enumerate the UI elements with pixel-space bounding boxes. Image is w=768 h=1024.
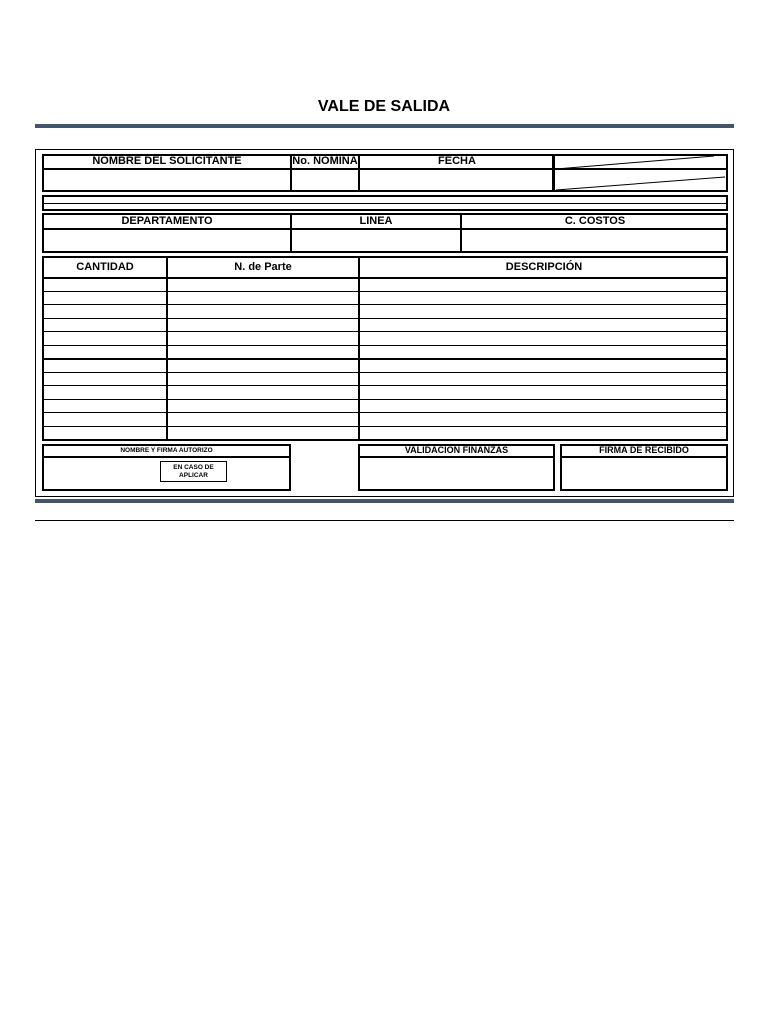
recibido-label: FIRMA DE RECIBIDO [599, 445, 689, 455]
table-row [42, 291, 728, 292]
table-row [42, 358, 728, 360]
linea-input[interactable] [292, 230, 460, 251]
finanzas-label: VALIDACION FINANZAS [404, 445, 509, 455]
col-header-descripcion: DESCRIPCIÓN [505, 261, 583, 273]
items-col-divider-1 [166, 256, 168, 441]
costos-input[interactable] [462, 230, 728, 251]
departamento-label: DEPARTAMENTO [121, 215, 213, 227]
title-divider [35, 124, 734, 128]
footer-line [35, 520, 734, 521]
table-row [42, 399, 728, 400]
blank-row-divider [42, 203, 728, 204]
table-row [42, 331, 728, 332]
departamento-input[interactable] [44, 230, 290, 251]
table-row [42, 372, 728, 373]
page-title: VALE DE SALIDA [317, 98, 451, 115]
costos-label: C. COSTOS [564, 215, 626, 227]
autorizo-label: NOMBRE Y FIRMA AUTORIZO [120, 447, 213, 454]
table-row [42, 304, 728, 305]
linea-label: LINEA [359, 215, 393, 227]
table-row [42, 426, 728, 427]
items-table [42, 256, 728, 441]
table-row [42, 345, 728, 346]
items-col-divider-2 [358, 256, 360, 441]
table-row [42, 385, 728, 386]
table-row [42, 318, 728, 319]
autorizo-note: EN CASO DE APLICAR [160, 461, 227, 482]
solicitante-label: NOMBRE DEL SOLICITANTE [92, 155, 242, 167]
table-row [42, 412, 728, 413]
nomina-label: No. NOMINA [292, 155, 358, 167]
solicitante-input[interactable] [44, 170, 290, 190]
col-header-parte: N. de Parte [234, 261, 292, 273]
folio-box [554, 154, 728, 192]
autorizo-divider [42, 456, 291, 458]
nomina-input[interactable] [292, 170, 358, 190]
fecha-label: FECHA [438, 155, 476, 167]
bottom-divider [35, 499, 734, 503]
fecha-input[interactable] [360, 170, 554, 190]
items-header-divider [42, 277, 728, 279]
col-header-cantidad: CANTIDAD [76, 261, 134, 273]
